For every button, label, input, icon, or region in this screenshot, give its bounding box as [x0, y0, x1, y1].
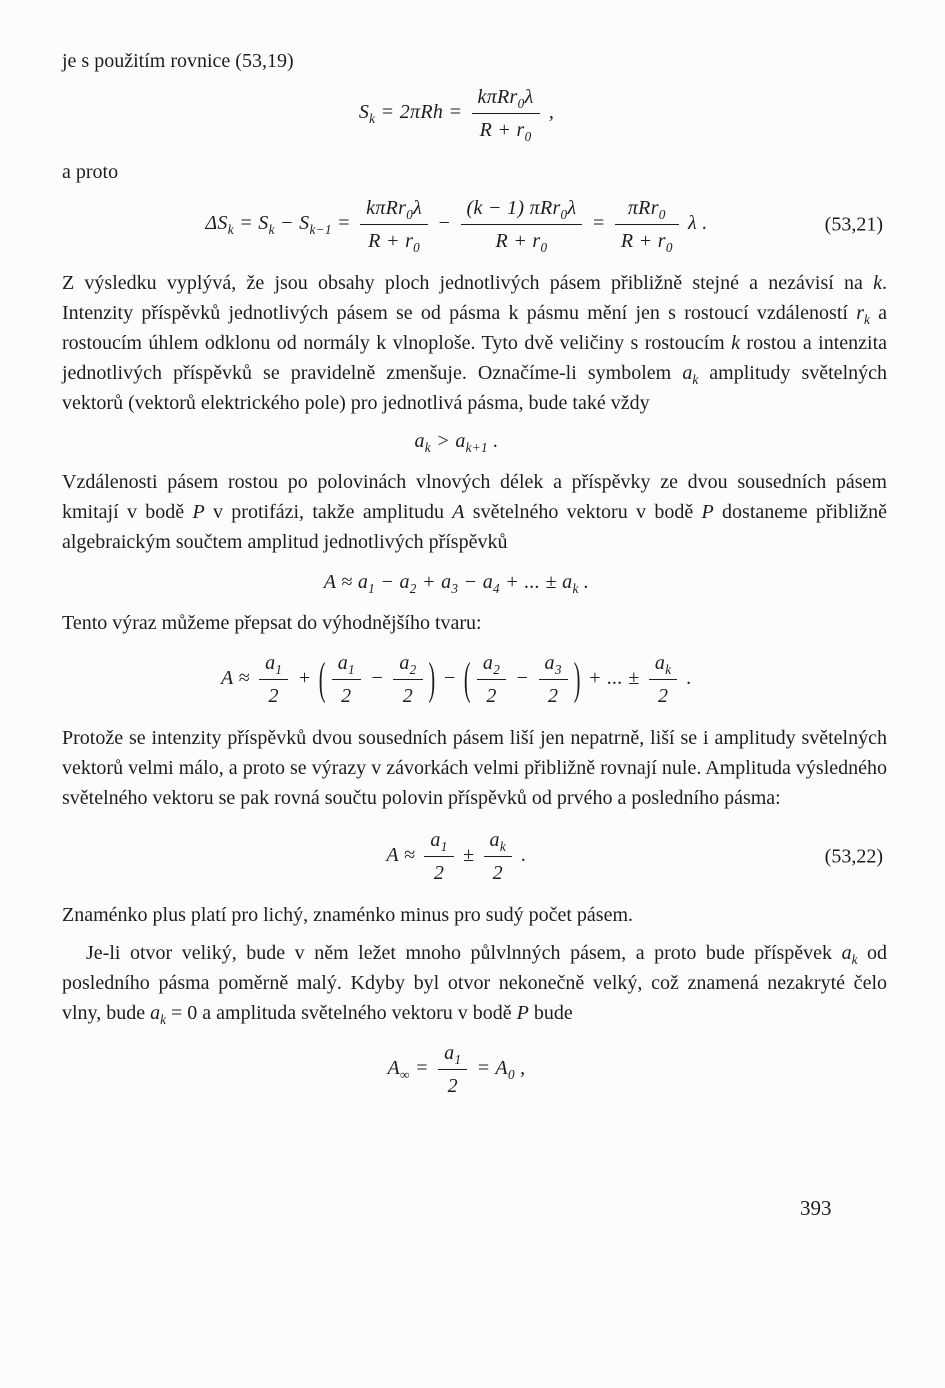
equation-ak-math: $a_k > a_{k+1}$ . [414, 430, 499, 455]
math-variable: $a_3$ [441, 571, 459, 596]
math-variable: $a_1$ [337, 652, 355, 677]
equation-infinity [62, 1040, 887, 1099]
fraction-numerator [438, 1040, 467, 1070]
math-subscript: 1 [348, 662, 355, 677]
math-variable: P [516, 1002, 529, 1024]
fraction-denominator [461, 225, 583, 254]
math-variable: kπRr$_0$ [366, 197, 414, 222]
math-variable: $a_1$ [444, 1042, 462, 1067]
equation-halves [62, 650, 887, 709]
big-paren: ( [463, 654, 471, 705]
math-variable: $S_{k-1}$ [299, 212, 332, 238]
math-subscript: 0 [517, 96, 525, 111]
math-subscript: ∞ [400, 1067, 410, 1083]
math-subscript: 2 [409, 662, 417, 677]
math-fraction [424, 827, 453, 886]
equation-sk [62, 84, 887, 143]
math-variable: $a_1$ [430, 829, 448, 854]
math-variable: $A_\infty$ [387, 1057, 410, 1083]
math-variable: $a_{k+1}$ [455, 430, 488, 455]
math-variable: $a_k$ [654, 652, 672, 677]
math-subscript: 1 [368, 581, 376, 596]
math-variable: πRr$_0$ [627, 197, 666, 222]
math-subscript: 1 [440, 839, 448, 854]
math-subscript: k [851, 952, 858, 967]
math-subscript: 0 [413, 240, 421, 255]
math-variable: kπRr$_0$ [477, 86, 525, 111]
math-variable: k [873, 272, 882, 294]
math-subscript: k [227, 222, 234, 238]
math-variable: $A_0$ [495, 1057, 515, 1083]
math-fraction [461, 195, 583, 254]
math-subscript: 2 [493, 662, 501, 677]
math-subscript: 3 [554, 662, 562, 677]
math-subscript: k−1 [309, 222, 332, 238]
paragraph-distances: Vzdálenosti pásem rostou po polovinách vlnových délek a příspěvky ze dvou sousedních pásem kmitají v bodě P v protifázi, takže amplitudu A světelného vektoru v bodě P dostaneme přibližně algebraickým součtem amplitud jednotlivých příspěvků [62, 471, 887, 553]
math-subscript: k [369, 111, 376, 127]
math-subscript: 1 [454, 1052, 462, 1067]
fraction-numerator: kπRr$_0$λ [472, 84, 540, 114]
math-variable: $R + r_0$ [368, 230, 421, 255]
math-variable: $S_k$ [258, 212, 275, 238]
math-variable: $S_k$ [358, 101, 376, 127]
math-subscript: k [692, 372, 699, 387]
equation-amplitude-sum-math: $A \approx a_1 - a_2 + a_3 - a_4$ + ... ± $a_k$ . [323, 571, 590, 596]
math-fraction [477, 650, 506, 709]
math-variable: $a_4$ [482, 571, 500, 596]
math-fraction [332, 650, 361, 709]
math-fraction [438, 1040, 467, 1099]
equation-infinity-math: $A_\infty$ = $\frac{a_1}{2}$ = $A_0$ , [387, 1042, 526, 1097]
big-paren: ( [318, 654, 326, 705]
fraction-denominator: 2 [268, 685, 279, 707]
fraction-numerator [539, 650, 568, 680]
fraction-numerator [477, 650, 506, 680]
math-variable: $R + r_0$ [620, 230, 673, 255]
math-fraction [615, 195, 679, 254]
fraction-numerator [649, 650, 677, 680]
math-variable: πRr$_0$ [529, 197, 568, 222]
equation-ak-inequality [62, 430, 887, 453]
math-fraction [393, 650, 422, 709]
equation-halves-math: A ≈ $\frac{a_1}{2}$ + ( $\frac{a_1}{2}$ − $\frac{a_2}{2}$ ) − ( $\frac{a_2}{2}$ − $\frac{a_3}{2}$ ) + ... ± $\frac{a_k}{2}$ . [221, 650, 692, 709]
paragraph-sign-rule: Znaménko plus platí pro lichý, znaménko minus pro sudý počet pásem. [62, 904, 633, 926]
math-fraction [360, 195, 428, 254]
math-variable: P [192, 501, 205, 523]
math-variable: $a_k$ [414, 430, 431, 455]
math-variable: $a_k$ [562, 571, 579, 596]
equation-delta-sk [62, 195, 887, 254]
fraction-denominator [360, 225, 428, 254]
math-variable: $\Delta S_k$ [205, 212, 234, 238]
fraction-denominator: 2 [341, 685, 352, 707]
math-variable: $a_1$ [265, 652, 283, 677]
math-subscript: k [160, 1012, 166, 1027]
fraction-denominator: 2 [486, 685, 497, 707]
page-number: 393 [800, 1196, 832, 1220]
equation-number-53-21: (53,21) [824, 213, 883, 235]
math-variable: $R + r_0$ [479, 119, 532, 144]
big-paren: ) [573, 654, 581, 705]
math-variable: $a_k$ [150, 1002, 166, 1027]
math-variable: $a_2$ [399, 571, 417, 596]
math-subscript: 0 [406, 207, 414, 222]
math-variable: $a_k$ [841, 942, 858, 967]
equation-result-math: A ≈ $\frac{a_1}{2}$ ± $\frac{a_k}{2}$ . [386, 829, 527, 884]
fraction-numerator [424, 827, 453, 857]
paragraph-large-aperture: Je-li otvor veliký, bude v něm ležet mnoho půlvlnných pásem, a proto bude příspěvek $a_k$ od posledního pásma poměrně malý. Kdyby byl otvor nekonečně velký, což znamená nezakryté čelo vlny, bude $a_k = 0$ a amplituda světelného vektoru v bodě P bude [62, 942, 888, 1027]
equation-result [62, 827, 887, 886]
math-variable: P [701, 501, 714, 523]
a-proto-line: a proto [62, 161, 119, 183]
fraction-denominator [472, 114, 540, 143]
fraction-denominator [615, 225, 679, 254]
paragraph-rewrite: Tento výraz můžeme přepsat do výhodnějšího tvaru: [62, 612, 482, 634]
fraction-numerator [615, 195, 679, 225]
math-variable: k [731, 332, 740, 354]
fraction-numerator [393, 650, 422, 680]
math-variable: $r_k$ [856, 302, 870, 327]
math-variable: A [452, 501, 465, 523]
math-subscript: k [665, 662, 672, 677]
math-subscript: 0 [524, 129, 532, 144]
fraction-numerator [332, 650, 361, 680]
math-variable: $a_3$ [544, 652, 562, 677]
math-subscript: k [424, 440, 431, 455]
math-variable: $a_k$ [682, 362, 699, 387]
fraction-numerator: (k − 1) πRr$_0$λ [461, 195, 583, 225]
math-subscript: 0 [540, 240, 548, 255]
math-subscript: k [499, 839, 506, 854]
fraction-numerator: kπRr$_0$λ [360, 195, 428, 225]
math-fraction [259, 650, 288, 709]
math-variable: $a_2$ [399, 652, 417, 677]
fraction-numerator [259, 650, 288, 680]
fraction-denominator: 2 [402, 685, 414, 707]
math-variable: $R + r_0$ [495, 230, 548, 255]
math-subscript: 3 [451, 581, 459, 596]
equation-amplitude-sum [62, 571, 887, 594]
math-variable: $a_2$ [482, 652, 501, 677]
math-subscript: k+1 [465, 440, 488, 455]
math-fraction [484, 827, 512, 886]
math-subscript: 4 [493, 581, 500, 596]
big-paren: ) [428, 654, 436, 705]
paragraph-intensities: Protože se intenzity příspěvků dvou sousedních pásem liší jen nepatrně, liší se i amplitudy světelných vektorů velmi málo, a proto se výrazy v závorkách velmi přibližně rovnají nule. Amplituda výsledného světelného vektoru se pak rovná součtu polovin příspěvků od prvého a posledního pásma: [62, 727, 887, 809]
math-subscript: k [268, 222, 275, 238]
math-subscript: 0 [658, 207, 666, 222]
equation-delta-sk-math: $\Delta S_k = S_k - S_{k-1}$ = $\frac{k\pi Rr_0\lambda}{R + r_0}$ − $\frac{(k - 1) \pi Rr_0\lambda}{R + r_0}$ = $\frac{\pi Rr_0}{R + r_0}$ λ . [205, 197, 708, 255]
fraction-denominator: 2 [447, 1075, 458, 1097]
fraction-denominator: 2 [492, 862, 503, 884]
paragraph-zones: Z výsledku vyplývá, že jsou obsahy ploch jednotlivých pásem přibližně stejné a nezávisí na k. Intenzity příspěvků jednotlivých pásem se od pásma k pásmu mění jen s rostoucí vzdáleností $r_k$ a rostoucím úhlem odklonu od normály k vlnoploše. Tyto dvě veličiny s rostoucím k rostou a intenzita jednotlivých příspěvků se pravidelně zmenšuje. Označíme-li symbolem $a_k$ amplitudy světelných vektorů (vektorů elektrického pole) pro jednotlivá pásma, bude také vždy [62, 272, 887, 414]
math-subscript: 1 [275, 662, 283, 677]
math-subscript: 2 [409, 581, 417, 596]
math-fraction [649, 650, 677, 709]
math-subscript: 0 [560, 207, 568, 222]
math-subscript: 0 [665, 240, 673, 255]
math-fraction [472, 84, 540, 143]
fraction-denominator: 2 [547, 685, 559, 707]
intro-line: je s použitím rovnice (53,19) [62, 50, 294, 72]
math-subscript: k [572, 581, 579, 596]
math-subscript: 0 [507, 1067, 515, 1083]
fraction-numerator [484, 827, 512, 857]
math-fraction [539, 650, 568, 709]
math-subscript: k [864, 312, 870, 327]
equation-number-53-22: (53,22) [824, 845, 883, 867]
fraction-denominator: 2 [657, 685, 669, 707]
equation-sk-math: $S_k = 2\pi Rh$ = $\frac{k\pi Rr_0\lambda}{R + r_0}$ , [358, 86, 555, 144]
math-variable: $a_1$ [357, 571, 376, 596]
fraction-denominator: 2 [433, 862, 445, 884]
math-variable: $a_k$ [489, 829, 506, 854]
